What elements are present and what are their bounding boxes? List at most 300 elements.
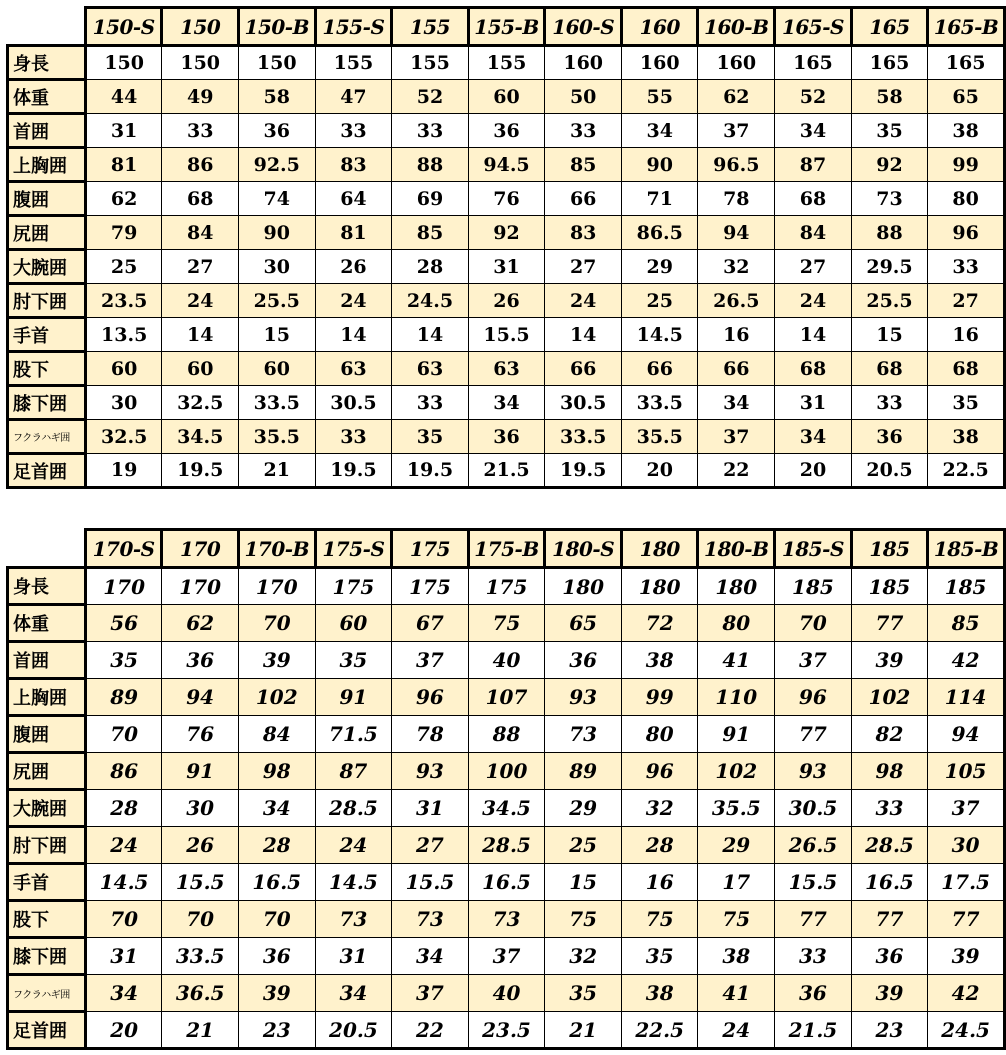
table-cell: 28 xyxy=(392,250,468,284)
table-cell: 55 xyxy=(622,80,698,114)
table-cell: 85 xyxy=(545,148,622,182)
table-cell: 38 xyxy=(928,114,1005,148)
table-cell: 150 xyxy=(162,46,238,80)
table-cell: 25 xyxy=(622,284,698,318)
table-cell: 58 xyxy=(851,80,927,114)
row-label: 身長 xyxy=(8,568,86,605)
table-cell: 31 xyxy=(392,790,468,827)
table-cell: 33.5 xyxy=(545,420,622,454)
table-cell: 32 xyxy=(545,938,622,975)
table-cell: 150 xyxy=(85,46,162,80)
table-cell: 36 xyxy=(545,642,622,679)
table-row xyxy=(8,568,1005,605)
table-cell: 81 xyxy=(85,148,162,182)
table-cell: 34.5 xyxy=(162,420,238,454)
table-row xyxy=(8,938,1005,975)
table-cell: 75 xyxy=(545,901,622,938)
table-cell: 66 xyxy=(698,352,775,386)
table-cell: 40 xyxy=(468,975,545,1012)
table-cell: 160 xyxy=(698,46,775,80)
size-header: 180-B xyxy=(698,530,775,568)
table-cell: 92 xyxy=(851,148,927,182)
table-cell: 84 xyxy=(162,216,238,250)
table-cell: 96 xyxy=(928,216,1005,250)
size-header: 180 xyxy=(621,530,697,568)
table-cell: 31 xyxy=(85,114,162,148)
size-header: 170-S xyxy=(85,530,162,568)
table-cell: 27 xyxy=(162,250,238,284)
table-cell: 25 xyxy=(545,827,622,864)
table-cell: 36 xyxy=(468,420,545,454)
table-cell: 42 xyxy=(928,642,1005,679)
table-cell: 35.5 xyxy=(238,420,315,454)
row-label: 手首 xyxy=(8,318,86,352)
table-cell: 24 xyxy=(162,284,238,318)
table-cell: 35 xyxy=(392,420,468,454)
table-row xyxy=(8,420,1005,454)
table-cell: 34 xyxy=(775,420,852,454)
table-cell: 60 xyxy=(468,80,545,114)
table-cell: 28 xyxy=(238,827,315,864)
table-cell: 19.5 xyxy=(392,454,468,488)
table-cell: 35 xyxy=(851,114,927,148)
row-label: 膝下囲 xyxy=(8,386,86,420)
table-cell: 90 xyxy=(238,216,315,250)
table-cell: 37 xyxy=(775,642,852,679)
table-cell: 85 xyxy=(392,216,468,250)
table-cell: 21.5 xyxy=(468,454,545,488)
table-cell: 24 xyxy=(315,284,392,318)
table-cell: 24 xyxy=(545,284,622,318)
header-row xyxy=(8,530,1005,568)
table-cell: 34 xyxy=(775,114,852,148)
size-header: 170-B xyxy=(238,530,315,568)
table-cell: 84 xyxy=(775,216,852,250)
size-header: 185-B xyxy=(928,530,1005,568)
table-cell: 20 xyxy=(622,454,698,488)
table-row xyxy=(8,753,1005,790)
table-cell: 70 xyxy=(775,605,852,642)
table-cell: 36.5 xyxy=(162,975,238,1012)
table-cell: 100 xyxy=(468,753,545,790)
row-label: 肘下囲 xyxy=(8,827,86,864)
table-cell: 22.5 xyxy=(621,1012,697,1049)
table-cell: 15.5 xyxy=(162,864,238,901)
table-cell: 37 xyxy=(698,420,775,454)
table-cell: 42 xyxy=(928,975,1005,1012)
table-cell: 25.5 xyxy=(238,284,315,318)
table-row xyxy=(8,148,1005,182)
table-cell: 34 xyxy=(622,114,698,148)
table-cell: 75 xyxy=(468,605,545,642)
size-header: 155 xyxy=(392,8,468,46)
table-cell: 21.5 xyxy=(775,1012,852,1049)
table-cell: 38 xyxy=(621,975,697,1012)
row-label: 足首囲 xyxy=(8,454,86,488)
table-cell: 33 xyxy=(928,250,1005,284)
table-row xyxy=(8,80,1005,114)
table-cell: 72 xyxy=(621,605,697,642)
table-cell: 99 xyxy=(621,679,697,716)
table-cell: 29 xyxy=(545,790,622,827)
table-cell: 34 xyxy=(85,975,162,1012)
table-cell: 38 xyxy=(621,642,697,679)
row-label: 股下 xyxy=(8,352,86,386)
table-cell: 36 xyxy=(238,114,315,148)
table-cell: 155 xyxy=(315,46,392,80)
table-cell: 185 xyxy=(851,568,927,605)
table-cell: 14 xyxy=(545,318,622,352)
table-cell: 79 xyxy=(85,216,162,250)
table-cell: 16.5 xyxy=(851,864,927,901)
table-cell: 63 xyxy=(468,352,545,386)
size-header: 150-B xyxy=(238,8,315,46)
table-cell: 77 xyxy=(775,716,852,753)
table-cell: 36 xyxy=(162,642,238,679)
row-label: 膝下囲 xyxy=(8,938,86,975)
table-cell: 29 xyxy=(622,250,698,284)
table-cell: 160 xyxy=(545,46,622,80)
table-cell: 63 xyxy=(315,352,392,386)
size-header: 185-S xyxy=(775,530,852,568)
table-cell: 165 xyxy=(928,46,1005,80)
table-cell: 98 xyxy=(851,753,927,790)
table-cell: 26 xyxy=(468,284,545,318)
table-cell: 37 xyxy=(392,975,468,1012)
table-cell: 38 xyxy=(928,420,1005,454)
table-cell: 37 xyxy=(928,790,1005,827)
table-cell: 94 xyxy=(698,216,775,250)
table-cell: 88 xyxy=(851,216,927,250)
table-cell: 20 xyxy=(775,454,852,488)
table-cell: 67 xyxy=(392,605,468,642)
table-row xyxy=(8,250,1005,284)
table-cell: 15.5 xyxy=(468,318,545,352)
table-cell: 69 xyxy=(392,182,468,216)
table-cell: 65 xyxy=(545,605,622,642)
table-cell: 85 xyxy=(928,605,1005,642)
table-cell: 99 xyxy=(928,148,1005,182)
table-cell: 16.5 xyxy=(238,864,315,901)
table-cell: 24 xyxy=(85,827,162,864)
table-row xyxy=(8,318,1005,352)
table-cell: 34 xyxy=(315,975,392,1012)
table-cell: 73 xyxy=(545,716,622,753)
table-cell: 64 xyxy=(315,182,392,216)
size-header: 155-B xyxy=(468,8,545,46)
table-cell: 96.5 xyxy=(698,148,775,182)
table-cell: 15.5 xyxy=(392,864,468,901)
size-header: 160-B xyxy=(698,8,775,46)
table-cell: 36 xyxy=(851,420,927,454)
table-cell: 60 xyxy=(85,352,162,386)
table-row xyxy=(8,642,1005,679)
table-cell: 83 xyxy=(315,148,392,182)
row-label: 手首 xyxy=(8,864,86,901)
table-cell: 52 xyxy=(392,80,468,114)
table-cell: 68 xyxy=(775,182,852,216)
table-cell: 75 xyxy=(698,901,775,938)
table-cell: 36 xyxy=(851,938,927,975)
table-cell: 19.5 xyxy=(545,454,622,488)
table-row xyxy=(8,182,1005,216)
table-cell: 82 xyxy=(851,716,927,753)
table-cell: 92 xyxy=(468,216,545,250)
size-header: 165-B xyxy=(928,8,1005,46)
size-header: 150-S xyxy=(85,8,162,46)
table-cell: 80 xyxy=(698,605,775,642)
table-cell: 33 xyxy=(545,114,622,148)
table-cell: 27 xyxy=(775,250,852,284)
table-cell: 31 xyxy=(775,386,852,420)
size-header: 165 xyxy=(851,8,927,46)
table-cell: 70 xyxy=(85,716,162,753)
table-cell: 15 xyxy=(238,318,315,352)
table-cell: 91 xyxy=(698,716,775,753)
table-cell: 14 xyxy=(392,318,468,352)
table-cell: 34 xyxy=(392,938,468,975)
table-cell: 87 xyxy=(775,148,852,182)
table-cell: 14 xyxy=(315,318,392,352)
table-cell: 37 xyxy=(698,114,775,148)
table-cell: 30.5 xyxy=(775,790,852,827)
table-cell: 175 xyxy=(315,568,392,605)
table-cell: 40 xyxy=(468,642,545,679)
table-cell: 70 xyxy=(162,901,238,938)
table-cell: 33.5 xyxy=(238,386,315,420)
table-cell: 175 xyxy=(392,568,468,605)
table-cell: 32 xyxy=(621,790,697,827)
table-cell: 28 xyxy=(85,790,162,827)
table-cell: 22.5 xyxy=(928,454,1005,488)
table-cell: 23.5 xyxy=(85,284,162,318)
row-label: 足首囲 xyxy=(8,1012,86,1049)
size-header: 170 xyxy=(162,530,238,568)
header-row xyxy=(8,8,1005,46)
table-cell: 70 xyxy=(238,605,315,642)
table-cell: 180 xyxy=(698,568,775,605)
table-row xyxy=(8,454,1005,488)
table-cell: 41 xyxy=(698,975,775,1012)
table-cell: 29 xyxy=(698,827,775,864)
table-cell: 165 xyxy=(851,46,927,80)
table-cell: 68 xyxy=(851,352,927,386)
table-cell: 26.5 xyxy=(775,827,852,864)
table-cell: 86 xyxy=(85,753,162,790)
table-cell: 35 xyxy=(85,642,162,679)
table-row xyxy=(8,1012,1005,1049)
table-cell: 87 xyxy=(315,753,392,790)
table-cell: 93 xyxy=(392,753,468,790)
table-cell: 31 xyxy=(468,250,545,284)
table-cell: 30 xyxy=(928,827,1005,864)
corner-cell xyxy=(8,530,86,568)
table-cell: 73 xyxy=(468,901,545,938)
table-cell: 73 xyxy=(315,901,392,938)
table-cell: 150 xyxy=(238,46,315,80)
table-row xyxy=(8,679,1005,716)
table-cell: 49 xyxy=(162,80,238,114)
table-cell: 37 xyxy=(468,938,545,975)
table-cell: 77 xyxy=(851,901,927,938)
table-cell: 44 xyxy=(85,80,162,114)
table-cell: 89 xyxy=(545,753,622,790)
table-cell: 77 xyxy=(851,605,927,642)
table-cell: 52 xyxy=(775,80,852,114)
table-cell: 60 xyxy=(315,605,392,642)
table-cell: 41 xyxy=(698,642,775,679)
table-cell: 32 xyxy=(698,250,775,284)
table-cell: 23 xyxy=(851,1012,927,1049)
table-cell: 19 xyxy=(85,454,162,488)
table-cell: 27 xyxy=(545,250,622,284)
table-cell: 86 xyxy=(162,148,238,182)
row-label: 体重 xyxy=(8,605,86,642)
table-cell: 33 xyxy=(162,114,238,148)
table-cell: 78 xyxy=(392,716,468,753)
table-cell: 13.5 xyxy=(85,318,162,352)
table-cell: 94.5 xyxy=(468,148,545,182)
table-cell: 165 xyxy=(775,46,852,80)
table-cell: 33 xyxy=(851,386,927,420)
table-cell: 14.5 xyxy=(622,318,698,352)
table-cell: 15 xyxy=(545,864,622,901)
table-cell: 34 xyxy=(468,386,545,420)
table-cell: 66 xyxy=(622,352,698,386)
row-label: 尻囲 xyxy=(8,753,86,790)
table-cell: 29.5 xyxy=(851,250,927,284)
table-cell: 39 xyxy=(851,642,927,679)
table-cell: 110 xyxy=(698,679,775,716)
table-cell: 102 xyxy=(238,679,315,716)
size-header: 175 xyxy=(392,530,468,568)
table-cell: 50 xyxy=(545,80,622,114)
row-label: フクラハギ囲 xyxy=(8,975,86,1012)
table-cell: 68 xyxy=(162,182,238,216)
table-cell: 66 xyxy=(545,352,622,386)
table-cell: 91 xyxy=(315,679,392,716)
table-cell: 114 xyxy=(928,679,1005,716)
table-cell: 63 xyxy=(392,352,468,386)
row-label: 腹囲 xyxy=(8,716,86,753)
table-cell: 75 xyxy=(621,901,697,938)
table-cell: 21 xyxy=(162,1012,238,1049)
table-cell: 32.5 xyxy=(85,420,162,454)
row-label: 首囲 xyxy=(8,114,86,148)
table-cell: 32.5 xyxy=(162,386,238,420)
table-cell: 17 xyxy=(698,864,775,901)
table-row xyxy=(8,716,1005,753)
row-label: 大腕囲 xyxy=(8,790,86,827)
table-cell: 23 xyxy=(238,1012,315,1049)
table-cell: 66 xyxy=(545,182,622,216)
table-cell: 86.5 xyxy=(622,216,698,250)
table-cell: 34.5 xyxy=(468,790,545,827)
table-cell: 94 xyxy=(162,679,238,716)
table-cell: 33 xyxy=(392,386,468,420)
table-cell: 31 xyxy=(85,938,162,975)
row-label: 体重 xyxy=(8,80,86,114)
table-cell: 33 xyxy=(775,938,852,975)
table-cell: 62 xyxy=(85,182,162,216)
table-row xyxy=(8,216,1005,250)
table-cell: 62 xyxy=(162,605,238,642)
size-chart-table-2 xyxy=(6,528,1006,1050)
row-label: フクラハギ囲 xyxy=(8,420,86,454)
table-cell: 24 xyxy=(775,284,852,318)
table-cell: 62 xyxy=(698,80,775,114)
table-cell: 107 xyxy=(468,679,545,716)
table-cell: 14 xyxy=(775,318,852,352)
table-cell: 17.5 xyxy=(928,864,1005,901)
table-cell: 92.5 xyxy=(238,148,315,182)
table-cell: 76 xyxy=(468,182,545,216)
table-cell: 14 xyxy=(162,318,238,352)
table-cell: 35.5 xyxy=(622,420,698,454)
table-cell: 71 xyxy=(622,182,698,216)
table-cell: 14.5 xyxy=(315,864,392,901)
row-label: 身長 xyxy=(8,46,86,80)
table-cell: 33 xyxy=(851,790,927,827)
table-cell: 96 xyxy=(392,679,468,716)
table-cell: 30 xyxy=(162,790,238,827)
table-cell: 35 xyxy=(315,642,392,679)
table-cell: 28.5 xyxy=(468,827,545,864)
table-cell: 185 xyxy=(928,568,1005,605)
table-cell: 93 xyxy=(775,753,852,790)
table-row xyxy=(8,386,1005,420)
table-cell: 35 xyxy=(545,975,622,1012)
table-cell: 28 xyxy=(621,827,697,864)
table-row xyxy=(8,790,1005,827)
table-cell: 35.5 xyxy=(698,790,775,827)
table-cell: 105 xyxy=(928,753,1005,790)
table-cell: 22 xyxy=(392,1012,468,1049)
row-label: 大腕囲 xyxy=(8,250,86,284)
table-cell: 70 xyxy=(238,901,315,938)
table-cell: 170 xyxy=(238,568,315,605)
table-cell: 80 xyxy=(621,716,697,753)
table-cell: 180 xyxy=(621,568,697,605)
table-cell: 39 xyxy=(238,975,315,1012)
table-row xyxy=(8,284,1005,318)
table-cell: 25 xyxy=(85,250,162,284)
table-cell: 16 xyxy=(621,864,697,901)
table-cell: 56 xyxy=(85,605,162,642)
table-cell: 89 xyxy=(85,679,162,716)
table-cell: 24 xyxy=(698,1012,775,1049)
row-label: 股下 xyxy=(8,901,86,938)
table-cell: 33 xyxy=(315,420,392,454)
table-cell: 22 xyxy=(698,454,775,488)
table-cell: 35 xyxy=(621,938,697,975)
size-header: 175-B xyxy=(468,530,545,568)
size-header: 180-S xyxy=(545,530,622,568)
table-cell: 68 xyxy=(928,352,1005,386)
table-cell: 74 xyxy=(238,182,315,216)
table-cell: 20 xyxy=(85,1012,162,1049)
row-label: 首囲 xyxy=(8,642,86,679)
size-header: 155-S xyxy=(315,8,392,46)
table-cell: 31 xyxy=(315,938,392,975)
table-cell: 98 xyxy=(238,753,315,790)
table-cell: 35 xyxy=(928,386,1005,420)
table-cell: 30 xyxy=(238,250,315,284)
table-cell: 102 xyxy=(851,679,927,716)
table-cell: 27 xyxy=(928,284,1005,318)
table-cell: 83 xyxy=(545,216,622,250)
table-cell: 70 xyxy=(85,901,162,938)
